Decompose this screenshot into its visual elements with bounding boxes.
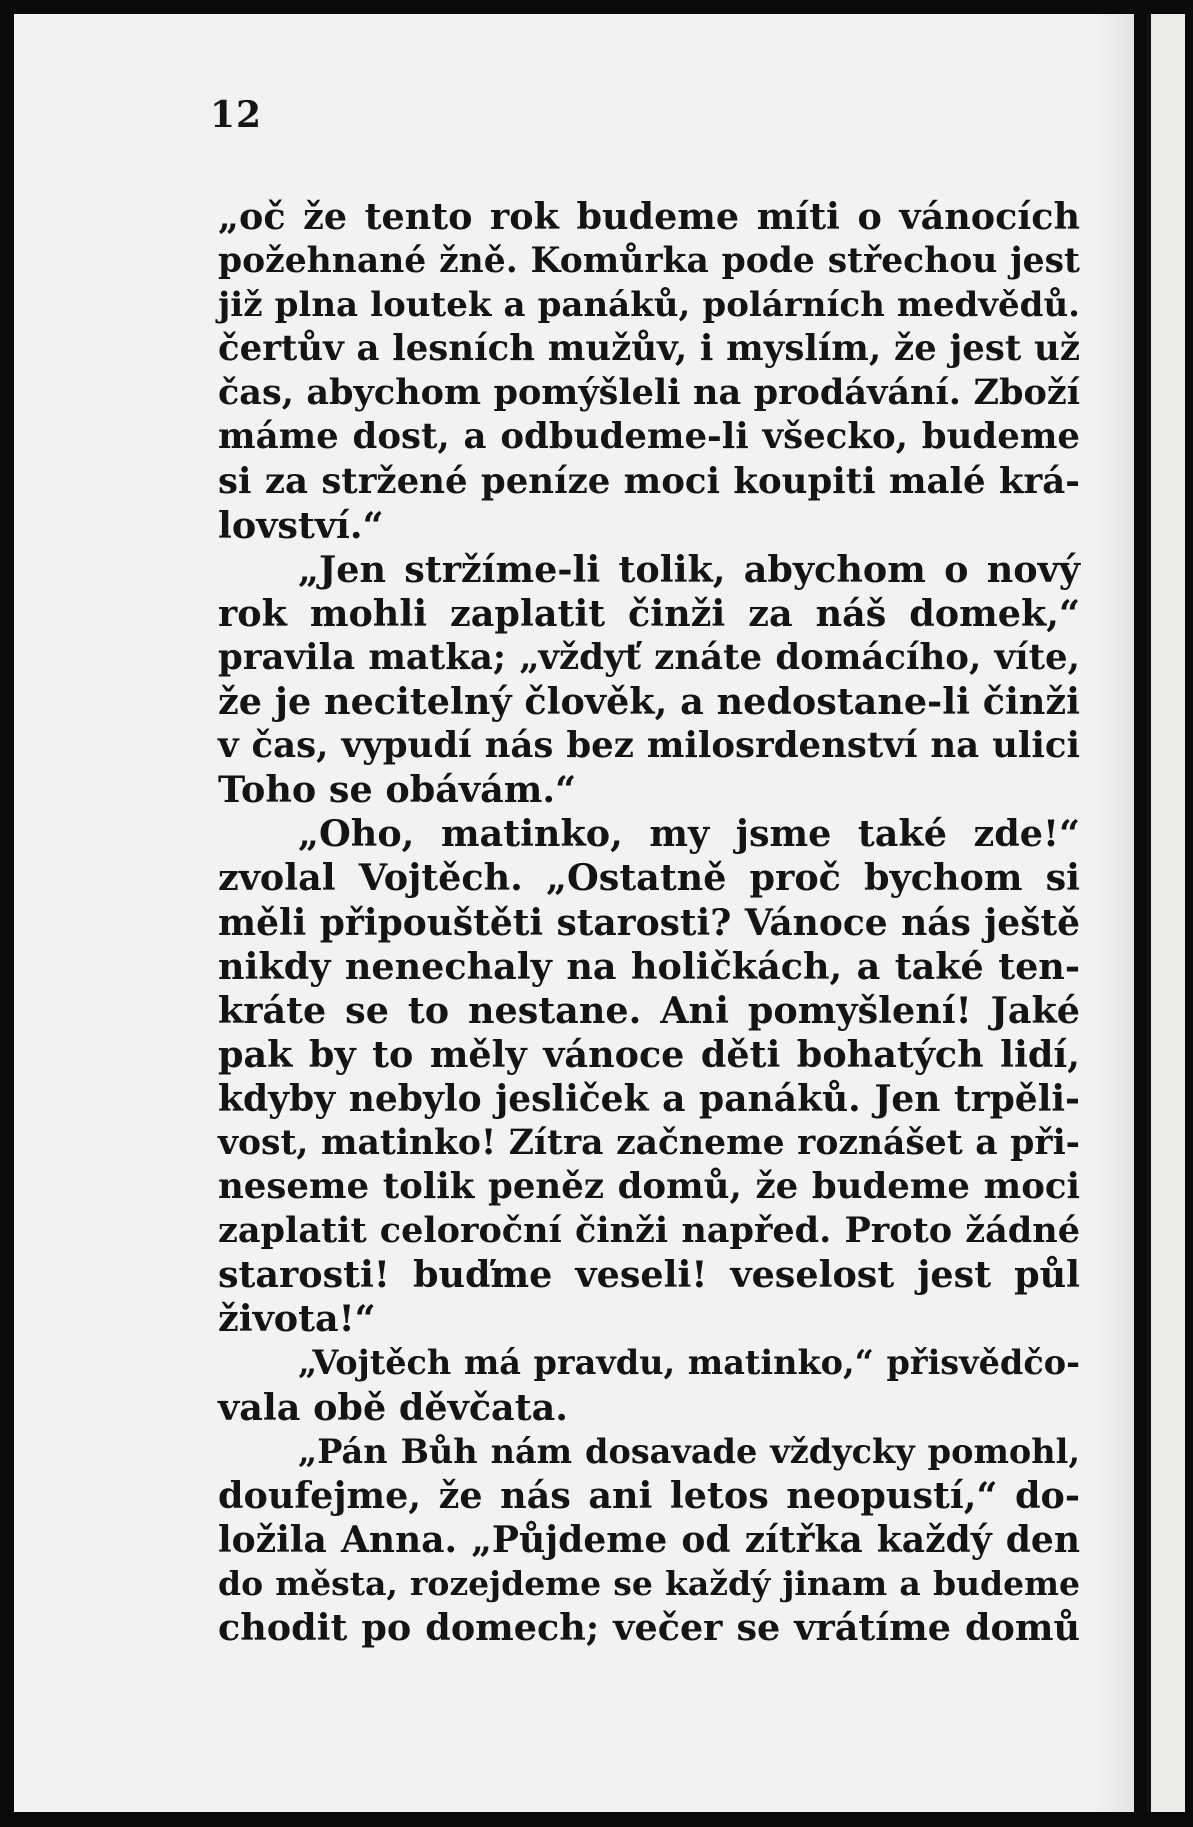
text-line: do města, rozejdeme se každý jinam a budeme: [218, 1563, 1080, 1603]
text-line: chodit po domech; večer se vrátíme domů: [218, 1606, 1080, 1649]
page-number: 12: [210, 94, 263, 136]
text-line: máme dost, a odbudeme-li všecko, budeme: [218, 416, 1080, 458]
text-line: lovství.“: [218, 503, 384, 547]
text-line: kráte se to nestane. Ani pomyšlení! Jaké: [218, 988, 1080, 1032]
text-line: vost, matinko! Zítra začneme roznášet a při-: [218, 1122, 1080, 1163]
text-line: kdyby nebylo jesliček a panáků. Jen trpěli-: [218, 1077, 1080, 1120]
text-line: vala obě děvčata.: [218, 1385, 568, 1429]
text-line: doufejme, že nás ani letos neopustí,“ do-: [218, 1473, 1080, 1517]
text-line: „oč že tento rok budeme míti o vánocích: [218, 195, 1080, 238]
adjacent-page-edge: [1151, 14, 1185, 1812]
text-line: pak by to měly vánoce děti bohatých lidí,: [218, 1032, 1080, 1076]
text-line: požehnané žně. Komůrka pode střechou jest: [218, 241, 1080, 282]
text-line: starosti! buďme veseli! veselost jest půl: [218, 1253, 1080, 1297]
text-line: života!“: [218, 1297, 376, 1341]
text-line: čas, abychom pomýšleli na prodávání. Zboží: [218, 372, 1080, 414]
text-line: neseme tolik peněz domů, že budeme moci: [218, 1166, 1080, 1208]
text-line: Toho se obávám.“: [218, 768, 577, 812]
text-line: měli připouštěti starosti? Vánoce nás ještě: [218, 901, 1080, 944]
text-line: „Oho, matinko, my jsme také zde!“: [298, 812, 1080, 856]
text-line: čertův a lesních mužův, i myslím, že jest už: [218, 328, 1080, 370]
text-line: si za stržené peníze moci koupiti malé krá-: [218, 460, 1080, 502]
text-line: rok mohli zaplatit činži za náš domek,“: [218, 591, 1080, 635]
text-line: ložila Anna. „Půjdeme od zítřka každý den: [218, 1518, 1080, 1561]
text-line: zaplatit celoroční činži napřed. Proto žádné: [218, 1210, 1080, 1252]
text-line: pravila matka; „vždyť znáte domácího, víte,: [218, 636, 1080, 678]
text-line: již plna loutek a panáků, polárních medvědů.: [218, 285, 1080, 326]
text-line: „Pán Bůh nám dosavade vždycky pomohl,: [298, 1431, 1080, 1471]
text-line: zvolal Vojtěch. „Ostatně proč bychom si: [218, 856, 1080, 900]
text-line: že je necitelný člověk, a nedostane-li činži: [218, 680, 1080, 724]
text-line: „Jen stržíme-li tolik, abychom o nový: [298, 547, 1080, 591]
text-line: nikdy nenechaly na holičkách, a také ten-: [218, 944, 1080, 988]
body-text: [218, 195, 1080, 1650]
text-line: „Vojtěch má pravdu, matinko,“ přisvědčo-: [298, 1343, 1080, 1383]
text-line: v čas, vypudí nás bez milosrdenství na ulici: [218, 725, 1080, 767]
